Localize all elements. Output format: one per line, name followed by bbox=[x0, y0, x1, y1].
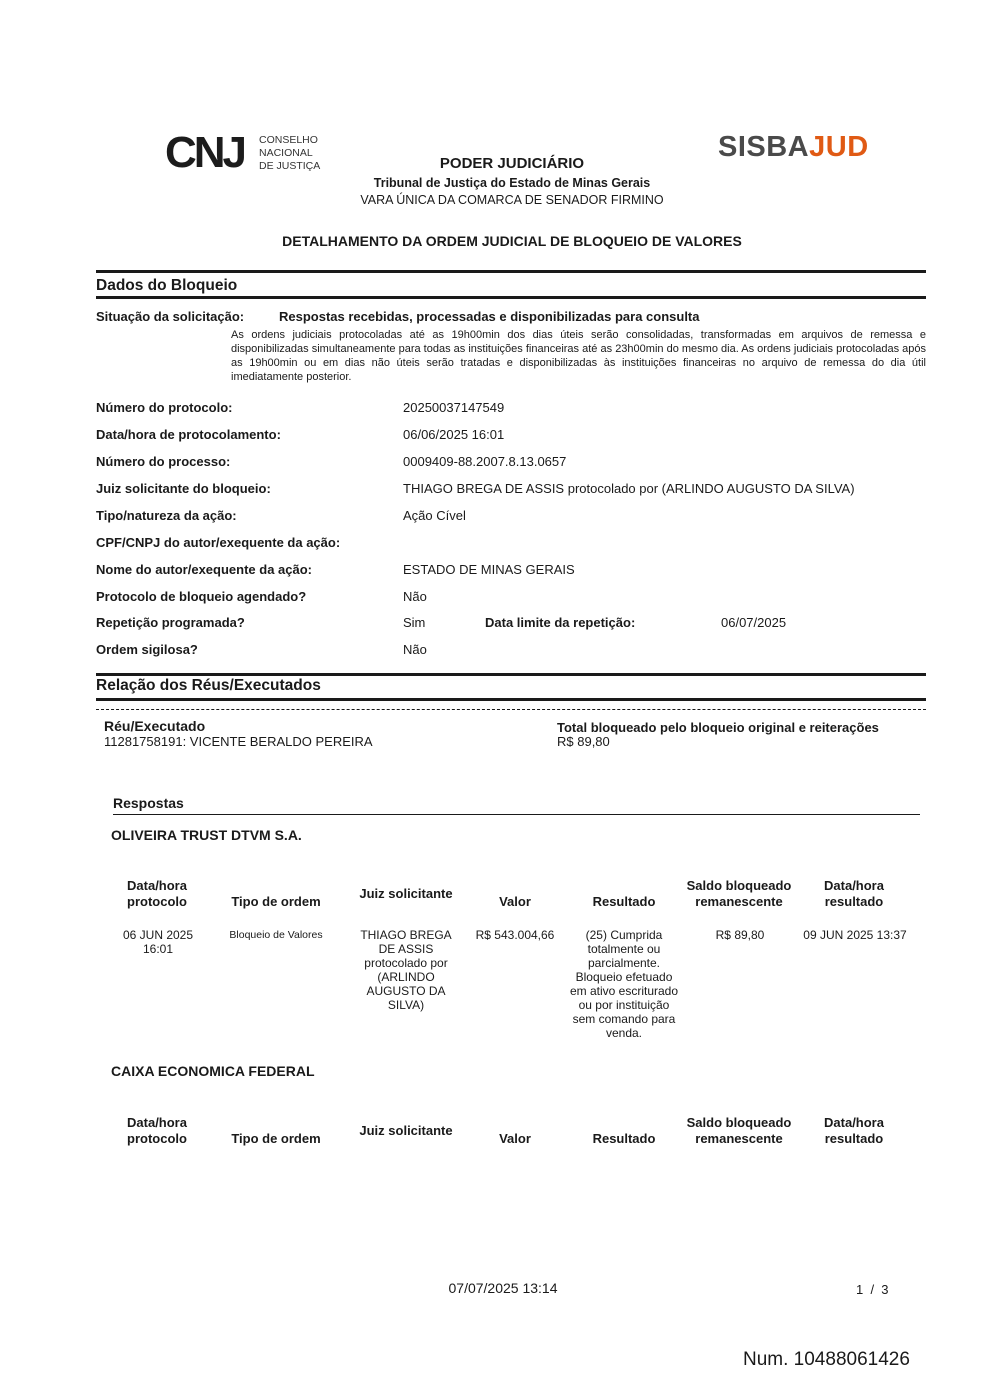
page-number: 1 / 3 bbox=[856, 1282, 889, 1297]
col-header-valor: Valor bbox=[499, 894, 531, 909]
sisbajud-logo-part2: JUD bbox=[809, 131, 869, 163]
field-label: Nome do autor/exequente da ação: bbox=[96, 562, 312, 577]
respostas-divider bbox=[113, 814, 920, 815]
cell-valor: R$ 543.004,66 bbox=[475, 928, 555, 942]
section-title-reus: Relação dos Réus/Executados bbox=[96, 677, 321, 694]
field-label: Repetição programada? bbox=[96, 615, 245, 630]
cnj-word-2: NACIONAL bbox=[259, 147, 313, 159]
col-header-tipo: Tipo de ordem bbox=[231, 1131, 321, 1146]
cnj-word-1: CONSELHO bbox=[259, 134, 318, 146]
field-label: Protocolo de bloqueio agendado? bbox=[96, 589, 307, 604]
dashed-divider bbox=[96, 709, 926, 710]
divider bbox=[96, 270, 926, 273]
cnj-word-3: DE JUSTIÇA bbox=[259, 160, 321, 172]
col-header-juiz: Juiz solicitante bbox=[359, 1123, 453, 1138]
cell-data-resultado: 09 JUN 2025 13:37 bbox=[803, 928, 907, 942]
data-limite-value: 06/07/2025 bbox=[721, 615, 787, 630]
field-label: Número do protocolo: bbox=[96, 400, 233, 415]
bank-name: CAIXA ECONOMICA FEDERAL bbox=[111, 1063, 315, 1079]
situacao-label: Situação da solicitação: bbox=[96, 309, 245, 324]
field-value: Não bbox=[403, 642, 427, 657]
col-header-data-protocolo: Data/hora protocolo bbox=[127, 1115, 187, 1146]
field-label: Juiz solicitante do bloqueio: bbox=[96, 481, 271, 496]
divider bbox=[96, 698, 926, 701]
field-value: Ação Cível bbox=[403, 508, 466, 523]
field-label: Ordem sigilosa? bbox=[96, 642, 198, 657]
col-header-data-resultado: Data/hora resultado bbox=[824, 1115, 884, 1146]
cell-tipo: Bloqueio de Valores bbox=[229, 929, 323, 941]
vara-name: VARA ÚNICA DA COMARCA DE SENADOR FIRMINO bbox=[360, 193, 664, 207]
field-label: Data/hora de protocolamento: bbox=[96, 427, 281, 442]
processing-note: As ordens judiciais protocoladas até as 19h00min dos dias úteis serão consolidadas, transformadas em arquivos de remessa e disponibilizadas simultaneamente para todas as instituições financeiras até as 23h00min do mesmo dia. As ordens judiciais protocoladas após as 19h00min ou em dias não úteis serão tratadas e disponibilizadas às instituições financeiras no arquivo de remessa do dia útil imediatamente posterior. bbox=[231, 329, 926, 383]
poder-judiciario: PODER JUDICIÁRIO bbox=[439, 155, 585, 172]
divider bbox=[96, 296, 926, 299]
total-column-header: Total bloqueado pelo bloqueio original e reiterações bbox=[557, 720, 879, 735]
field-value: THIAGO BREGA DE ASSIS protocolado por (ARLINDO AUGUSTO DA SILVA) bbox=[403, 481, 855, 496]
cell-data-protocolo: 06 JUN 2025 16:01 bbox=[122, 928, 194, 956]
field-value: 0009409-88.2007.8.13.0657 bbox=[403, 454, 567, 469]
col-header-data-protocolo: Data/hora protocolo bbox=[127, 878, 187, 909]
col-header-data-resultado: Data/hora resultado bbox=[824, 878, 884, 909]
bank-name: OLIVEIRA TRUST DTVM S.A. bbox=[111, 827, 302, 843]
col-header-saldo: Saldo bloqueado remanescente bbox=[686, 878, 792, 909]
col-header-tipo: Tipo de ordem bbox=[231, 894, 321, 909]
situacao-value: Respostas recebidas, processadas e disponibilizadas para consulta bbox=[279, 309, 700, 324]
col-header-resultado: Resultado bbox=[592, 894, 656, 909]
field-label: Tipo/natureza da ação: bbox=[96, 508, 237, 523]
field-value: Sim bbox=[403, 615, 426, 630]
reu-column-header: Réu/Executado bbox=[104, 718, 206, 734]
footer-datetime: 07/07/2025 13:14 bbox=[448, 1280, 558, 1296]
divider bbox=[96, 673, 926, 676]
total-value: R$ 89,80 bbox=[557, 734, 610, 749]
sisbajud-logo-part1: SISBA bbox=[718, 131, 810, 163]
field-label: CPF/CNPJ do autor/exequente da ação: bbox=[96, 535, 341, 550]
cell-juiz: THIAGO BREGA DE ASSIS protocolado por (ARLINDO AUGUSTO DA SILVA) bbox=[360, 928, 452, 1012]
col-header-saldo: Saldo bloqueado remanescente bbox=[686, 1115, 792, 1146]
document-title: DETALHAMENTO DA ORDEM JUDICIAL DE BLOQUEIO DE VALORES bbox=[282, 233, 742, 249]
col-header-resultado: Resultado bbox=[592, 1131, 656, 1146]
field-value: 20250037147549 bbox=[403, 400, 505, 415]
field-value: 06/06/2025 16:01 bbox=[403, 427, 505, 442]
field-value: ESTADO DE MINAS GERAIS bbox=[403, 562, 575, 577]
cell-saldo: R$ 89,80 bbox=[715, 928, 765, 942]
field-label: Número do processo: bbox=[96, 454, 231, 469]
cnj-logo-letters: CNJ bbox=[165, 128, 245, 177]
col-header-valor: Valor bbox=[499, 1131, 531, 1146]
cell-resultado: (25) Cumprida totalmente ou parcialmente. Bloqueio efetuado em ativo escriturado ou por instituição sem comando para venda. bbox=[569, 928, 679, 1040]
data-limite-label: Data limite da repetição: bbox=[485, 615, 636, 630]
reu-value: 11281758191: VICENTE BERALDO PEREIRA bbox=[104, 734, 373, 749]
col-header-juiz: Juiz solicitante bbox=[359, 886, 453, 901]
field-value: Não bbox=[403, 589, 427, 604]
document-number: Num. 10488061426 bbox=[743, 1349, 910, 1370]
tribunal-name: Tribunal de Justiça do Estado de Minas Gerais bbox=[373, 176, 651, 190]
respostas-title: Respostas bbox=[113, 795, 184, 811]
section-title-bloqueio: Dados do Bloqueio bbox=[96, 277, 238, 294]
